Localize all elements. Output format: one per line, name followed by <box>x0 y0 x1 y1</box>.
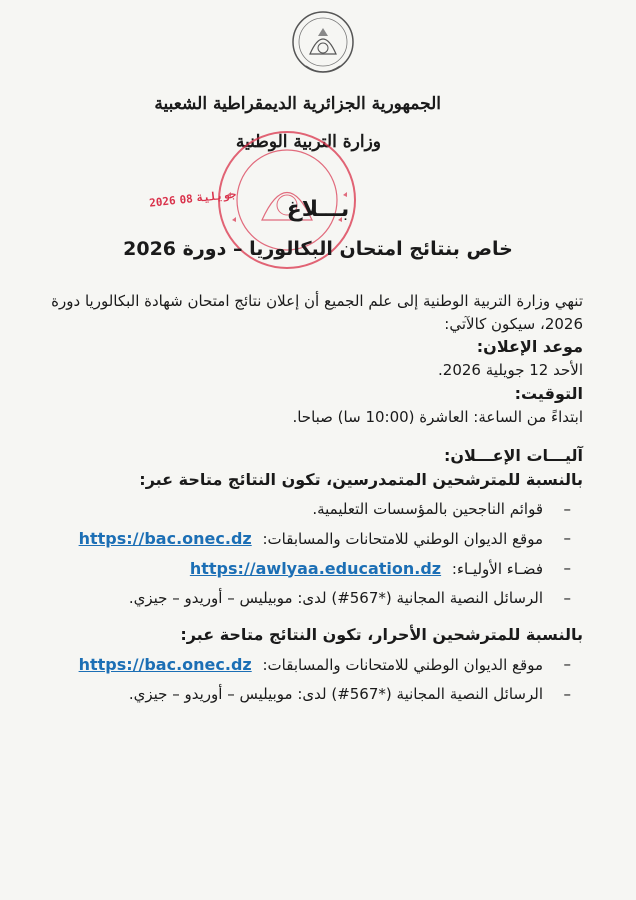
list-item-text: فضـاء الأوليـاء: <box>451 559 543 578</box>
list-item <box>40 683 583 706</box>
intro-paragraph: تنهي وزارة التربية الوطنية إلى علم الجميع أن إعلان نتائج امتحان شهادة البكالوريا دورة 2026، سيكون كالآتي: <box>51 292 583 333</box>
announcement-time-value: ابتداءً من الساعة: العاشرة (10:00 سا) صباحا. <box>292 407 583 426</box>
ministry-name: وزارة التربية الوطنية <box>235 132 381 152</box>
parents-space-link[interactable]: https://awlyaa.education.dz <box>189 558 442 578</box>
list-item <box>40 653 583 677</box>
announcement-date-label: موعد الإعلان: <box>476 337 583 356</box>
date-stamp-day: 08 <box>178 192 194 207</box>
free-candidates-title: بالنسبة للمترشحين الأحرار، تكون النتائج متاحة عبر: <box>180 625 583 644</box>
announcement-date-value: الأحد 12 جويلية 2026. <box>438 361 583 379</box>
announcement-time-label: التوقيت: <box>514 383 583 403</box>
list-item-text: موقع الديوان الوطني للامتحانات والمسابقات: <box>262 529 543 548</box>
mechanisms-title: آليـــات الإعـــلان: <box>443 446 583 465</box>
notice-title: بـــلاغ <box>286 197 350 222</box>
free-candidates-list <box>40 653 583 706</box>
onec-website-link[interactable]: https://bac.onec.dz <box>78 528 252 548</box>
date-stamp-month: جويلية <box>196 187 237 205</box>
list-item <box>40 498 583 521</box>
list-item-text: الرسائل النصية المجانية (*567#) لدى: موبيليس – أوريدو – جيزي. <box>128 685 543 703</box>
list-item-text: قوائم الناجحين بالمؤسسات التعليمية. <box>312 500 543 518</box>
notice-body <box>40 290 583 712</box>
list-item-text: موقع الديوان الوطني للامتحانات والمسابقات: <box>262 656 543 674</box>
schooled-candidates-list <box>40 498 583 609</box>
national-emblem-icon <box>288 6 358 86</box>
date-stamp-year: 2026 <box>148 194 177 210</box>
onec-website-link[interactable]: https://bac.onec.dz <box>78 655 252 674</box>
notice-subject: خاص بنتائج امتحان البكالوريا – دورة 2026 <box>123 238 513 260</box>
list-item <box>40 527 583 551</box>
republic-name: الجمهورية الجزائرية الديمقراطية الشعبية <box>154 94 441 114</box>
list-item <box>40 557 583 581</box>
list-item <box>40 587 583 610</box>
schooled-candidates-title: بالنسبة للمترشحين المتمدرسين، تكون النتائج متاحة عبر: <box>139 470 583 489</box>
list-item-text: الرسائل النصية المجانية (*567#) لدى: موبيليس – أوريدو – جيزي. <box>128 588 543 607</box>
